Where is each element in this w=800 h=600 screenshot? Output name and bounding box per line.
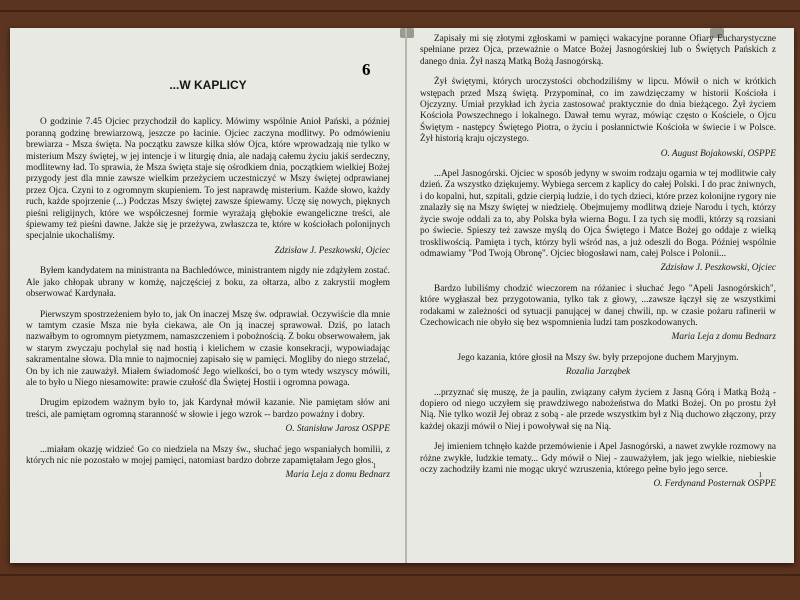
paragraph: Żył świętymi, których uroczystości obchodziliśmy w lipcu. Mówił o nich w krótkich wstępach przed Mszą świętą. Przypominał, co im zawdzięczamy w historii Kościoła i Ojczyzny. Umiał przykład ich życia zastosować praktycznie do dnia bieżącego. Żył życiem Kościoła Powszechnego i lokalnego. Dawał temu wyraz, mówiąc często o Kościele, o Ojcu Świętym - następcy Świętego Piotra, o życiu i posłannictwie Kościoła w świecie i w Polsce. Żył historią kraju ojczystego. [420, 77, 776, 145]
left-content [26, 117, 390, 481]
signature: Zdzisław J. Peszkowski, Ojciec [660, 263, 776, 274]
paragraph: Byłem kandydatem na ministranta na Bachledówce, ministrantem nigdy nie zdążyłem zostać. Ale jako chłopak ubrany w komżę, najczęściej z boku, za ołtarza, albo z zakrystii mogłem obserwować Kardynała. [26, 266, 390, 300]
right-page [420, 34, 776, 500]
paragraph: ...miałam okazję widzieć Go co niedziela na Mszy św., słuchać jego wspaniałych homilii, z których nic nie pozostało w mojej pamięci, natomiast bardzo dobrze zapamiętałam Jego głos. [26, 444, 390, 466]
page-footer-number: 1 [372, 462, 376, 471]
signature: Rozalia Jarząbek [565, 367, 631, 378]
page-footer-number: 1 [758, 471, 762, 480]
paragraph: O godzinie 7.45 Ojciec przychodził do kaplicy. Mówimy wspólnie Anioł Pański, a później poranną godzinę brewiarzową, jeszcze po łacinie. Ojciec zaczyna modlitwy. Po odmówieniu brewiarza - Msza święta. Na początku zawsze kilka słów Ojca, które wprowadzają nie tylko w misterium Mszy świętej, w jej intencje i w liturgię dnia, ale nadają całemu życiu jakiś serdeczny, modlitewny ład. To sprawia, że Msza święta staje się ośrodkiem dnia, początkiem wielkiej Bożej przygody jest dla mnie zawsze wielkim przeżyciem uczestniczyć w Mszy świętej odprawianej przez Ojca. Czyni to z ogromnym skupieniem. To jest naprawdę misterium. Każde słowo, każdy ruch, każde spojrzenie (...) Podczas Mszy świętej zawsze śpiewamy. Uczę się nowych, pięknych pieśni religijnych, które we współczesnej formie wyrażają głębokie ewangeliczne treści, ale śpiewamy też pieśni dawne. Jakże się je przeżywa, zwłaszcza te, które w kościołach polonijnych specjalnie ukochaliśmy. [26, 117, 390, 242]
page-divider [405, 28, 407, 563]
paragraph: Drugim epizodem ważnym było to, jak Kardynał mówił kazanie. Nie pamiętam słów ani treści, ale pamiętam ogromną staranność w słowie i jego wzrok -- bardzo poważny i dobry. [26, 398, 390, 420]
signature: Maria Leja z domu Bednarz [285, 470, 390, 481]
wood-seam [0, 10, 800, 12]
signature: O. Stanisław Jarosz OSPPE [285, 424, 390, 435]
paragraph: Jego kazania, które głosił na Mszy św. były przepojone duchem Maryjnym. [457, 352, 739, 363]
signature: Maria Leja z domu Bednarz [671, 332, 776, 343]
paragraph: Zapisały mi się złotymi zgłoskami w pamięci wakacyjne poranne Ofiary Eucharystyczne spełniane przez Ojca, przeważnie o Matce Bożej Jasnogórskiej lub o Świętych Pańskich z danego dnia. Żył naszą Matką Bożą Jasnogórską. [420, 34, 776, 67]
right-content [420, 34, 776, 491]
left-page [26, 36, 390, 491]
paragraph: Jej imieniem tchnęło każde przemówienie i Apel Jasnogórski, a nawet zwykłe rozmowy na różne zwykłe, ludzkie tematy... Gdy mówił o Niej - zauważyłem, jak jego wielkie, niebieskie oczy zachodziły łzami nie mogąc ukryć wzruszenia, którego pełne było jego serce. [420, 442, 776, 475]
paragraph: ...Apel Jasnogórski. Ojciec w sposób jedyny w swoim rodzaju ogarnia w tej modlitwie cały dzień. Za wszystko dziękujemy. Wybiega sercem z kaplicy do całej Polski. I do prac żniwnych, i do kopalni, hut, szpitali, gdzie cierpią ludzie, i do tych dzieci, które przez kolonijne rygory nie znalazły się na Mszy świętej w niedzielę. Obejmujemy modlitwą dzieje Narodu i tych, którzy życie swoje oddali za to, aby Polska była wierna Bogu. I za tych się modli, którzy są rozsiani po świecie. Spieszy też zawsze myślą do Ojca Świętego i Matce Bożej go oddaje z wielką troskliwością. Pamięta i tych, którzy byli wśród nas, a już odeszli do Boga. Później wspólnie odmawiamy "Pod Twoją Obronę". Ojciec błogosławi nam, całej Polsce i Polonii... [420, 169, 777, 259]
paragraph: Bardzo lubiliśmy chodzić wieczorem na różaniec i słuchać Jego "Apeli Jasnogórskich", które wygłaszał bez przygotowania, tylko tak z głowy, ...zawsze łączył się ze wszystkimi rodakami w zależności od sytuacji panującej w danej chwili, np. w czasie pożaru rafinerii w Czechowicach nie obyło się bez wspomnienia ludzi tam poszkodowanych. [420, 283, 776, 328]
page-number: 6 [362, 60, 371, 79]
paragraph: Pierwszym spostrzeżeniem było to, jak On inaczej Mszę św. odprawiał. Oczywiście dla mnie w tamtym czasie Msza nie była ciekawa, ale On ją inaczej sprawował. Dziś, po latach nazwałbym to ogromnym pietyzmem, namaszczeniem i pobożnością. Z boku obserwowałem, jak w starym zwyczaju pochylał się nad hostią i kielichem w czasie konsekracji, wypowiadając sakramentalne słowa. Dla mnie to najmocniej zapisało się w pamięci. Mogliby do niego strzelać, On by ich nie zauważył. Miałem świadomość Jego wielkości, bo o tym wtedy wszyscy mówili, ale to było u Niego niesamowite: prawie czułość dla Świętej Hostii i ogromna powaga. [26, 309, 390, 388]
frame-clip [400, 28, 414, 38]
page-title: ...W KAPLICY [169, 78, 247, 92]
signature: O. Ferdynand Posternak OSPPE [653, 479, 776, 490]
signature: O. August Bojakowski, OSPPE [660, 148, 776, 159]
paragraph: ...przyznać się muszę, że ja paulin, związany całym życiem z Jasną Górą i Matką Bożą - dopiero od niego uczyłem się prawdziwego nabożeństwa do Matki Bożej. On po prostu żył Nią. Nie tylko woził Jej obraz z sobą - ale przede wszystkim był z Nią duchowo złączony, przy każdej okazji mówił o Niej i powoływał się na Nią. [420, 387, 776, 432]
wood-seam [0, 574, 800, 576]
glass-frame [10, 28, 794, 563]
signature: Zdzisław J. Peszkowski, Ojciec [274, 245, 390, 256]
